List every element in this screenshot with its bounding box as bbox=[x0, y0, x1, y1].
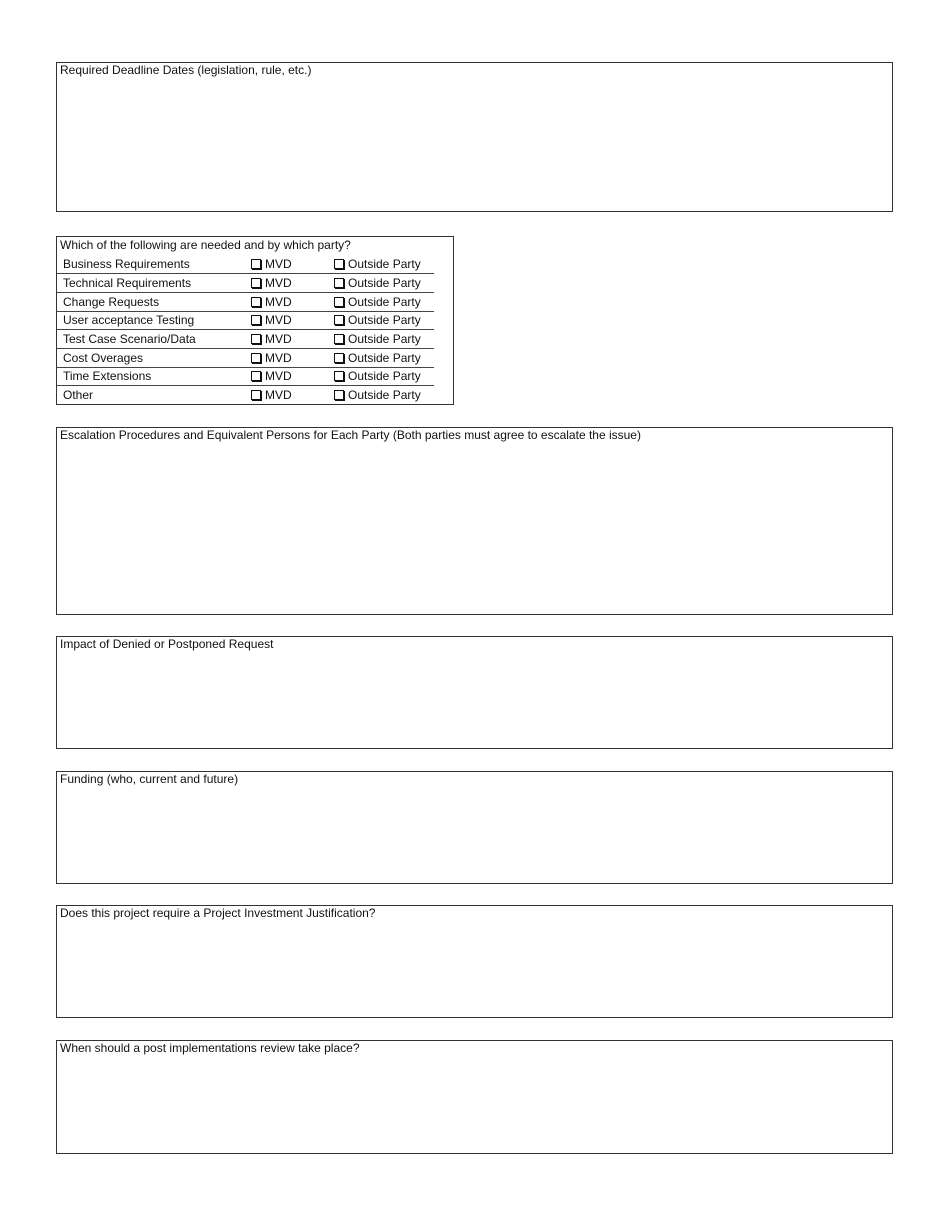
needs-row-label: Other bbox=[63, 388, 94, 402]
mvd-option-label: MVD bbox=[265, 351, 292, 365]
outside-party-option-label: Outside Party bbox=[348, 332, 421, 346]
outside-party-checkbox[interactable] bbox=[334, 297, 344, 307]
needs-row bbox=[57, 255, 434, 274]
mvd-option-label: MVD bbox=[265, 276, 292, 290]
mvd-option[interactable] bbox=[251, 330, 292, 348]
needs-row-label: Technical Requirements bbox=[63, 276, 192, 290]
mvd-option[interactable] bbox=[251, 386, 292, 404]
mvd-option-label: MVD bbox=[265, 313, 292, 327]
mvd-checkbox[interactable] bbox=[251, 334, 261, 344]
outside-party-checkbox[interactable] bbox=[334, 371, 344, 381]
mvd-option[interactable] bbox=[251, 274, 292, 292]
needs-row bbox=[57, 367, 434, 386]
outside-party-option-label: Outside Party bbox=[348, 351, 421, 365]
outside-party-checkbox[interactable] bbox=[334, 390, 344, 400]
funding-label: Funding (who, current and future) bbox=[60, 772, 239, 786]
outside-party-option[interactable] bbox=[334, 349, 421, 367]
mvd-checkbox[interactable] bbox=[251, 371, 261, 381]
funding-field[interactable] bbox=[56, 771, 893, 884]
needs-row bbox=[57, 386, 434, 404]
needs-row-label: User acceptance Testing bbox=[63, 313, 195, 327]
needs-row-label: Change Requests bbox=[63, 295, 160, 309]
outside-party-option-label: Outside Party bbox=[348, 257, 421, 271]
outside-party-option[interactable] bbox=[334, 274, 421, 292]
needs-row bbox=[57, 274, 434, 293]
outside-party-option[interactable] bbox=[334, 367, 421, 385]
outside-party-option-label: Outside Party bbox=[348, 369, 421, 383]
outside-party-option[interactable] bbox=[334, 293, 421, 311]
mvd-option-label: MVD bbox=[265, 257, 292, 271]
outside-party-checkbox[interactable] bbox=[334, 259, 344, 269]
deadline-dates-label: Required Deadline Dates (legislation, rule, etc.) bbox=[60, 63, 312, 77]
escalation-procedures-field[interactable] bbox=[56, 427, 893, 615]
outside-party-checkbox[interactable] bbox=[334, 278, 344, 288]
needs-row bbox=[57, 293, 434, 312]
outside-party-option[interactable] bbox=[334, 386, 421, 404]
mvd-checkbox[interactable] bbox=[251, 278, 261, 288]
needs-table bbox=[56, 236, 454, 405]
outside-party-option-label: Outside Party bbox=[348, 388, 421, 402]
outside-party-checkbox[interactable] bbox=[334, 353, 344, 363]
needs-row bbox=[57, 349, 434, 368]
deadline-dates-field[interactable] bbox=[56, 62, 893, 212]
needs-row-label: Test Case Scenario/Data bbox=[63, 332, 196, 346]
mvd-checkbox[interactable] bbox=[251, 353, 261, 363]
outside-party-option-label: Outside Party bbox=[348, 313, 421, 327]
needs-question: Which of the following are needed and by which party? bbox=[60, 238, 351, 252]
mvd-option[interactable] bbox=[251, 311, 292, 329]
mvd-checkbox[interactable] bbox=[251, 390, 261, 400]
mvd-option[interactable] bbox=[251, 255, 292, 273]
post-implementation-review-label: When should a post implementations review take place? bbox=[60, 1041, 360, 1055]
needs-row-label: Cost Overages bbox=[63, 351, 144, 365]
mvd-option-label: MVD bbox=[265, 388, 292, 402]
impact-field[interactable] bbox=[56, 636, 893, 749]
needs-row-label: Time Extensions bbox=[63, 369, 152, 383]
mvd-checkbox[interactable] bbox=[251, 297, 261, 307]
mvd-checkbox[interactable] bbox=[251, 259, 261, 269]
outside-party-checkbox[interactable] bbox=[334, 334, 344, 344]
outside-party-option[interactable] bbox=[334, 311, 421, 329]
needs-row bbox=[57, 330, 434, 349]
mvd-option-label: MVD bbox=[265, 295, 292, 309]
mvd-option[interactable] bbox=[251, 367, 292, 385]
mvd-option-label: MVD bbox=[265, 369, 292, 383]
mvd-option-label: MVD bbox=[265, 332, 292, 346]
outside-party-option-label: Outside Party bbox=[348, 295, 421, 309]
project-investment-justification-label: Does this project require a Project Investment Justification? bbox=[60, 906, 376, 920]
outside-party-checkbox[interactable] bbox=[334, 315, 344, 325]
mvd-option[interactable] bbox=[251, 349, 292, 367]
needs-row bbox=[57, 311, 434, 330]
outside-party-option-label: Outside Party bbox=[348, 276, 421, 290]
project-investment-justification-field[interactable] bbox=[56, 905, 893, 1018]
needs-row-label: Business Requirements bbox=[63, 257, 190, 271]
outside-party-option[interactable] bbox=[334, 330, 421, 348]
escalation-procedures-label: Escalation Procedures and Equivalent Persons for Each Party (Both parties must agree to escalate the issue) bbox=[60, 428, 641, 442]
post-implementation-review-field[interactable] bbox=[56, 1040, 893, 1154]
outside-party-option[interactable] bbox=[334, 255, 421, 273]
mvd-checkbox[interactable] bbox=[251, 315, 261, 325]
impact-label: Impact of Denied or Postponed Request bbox=[60, 637, 274, 651]
mvd-option[interactable] bbox=[251, 293, 292, 311]
